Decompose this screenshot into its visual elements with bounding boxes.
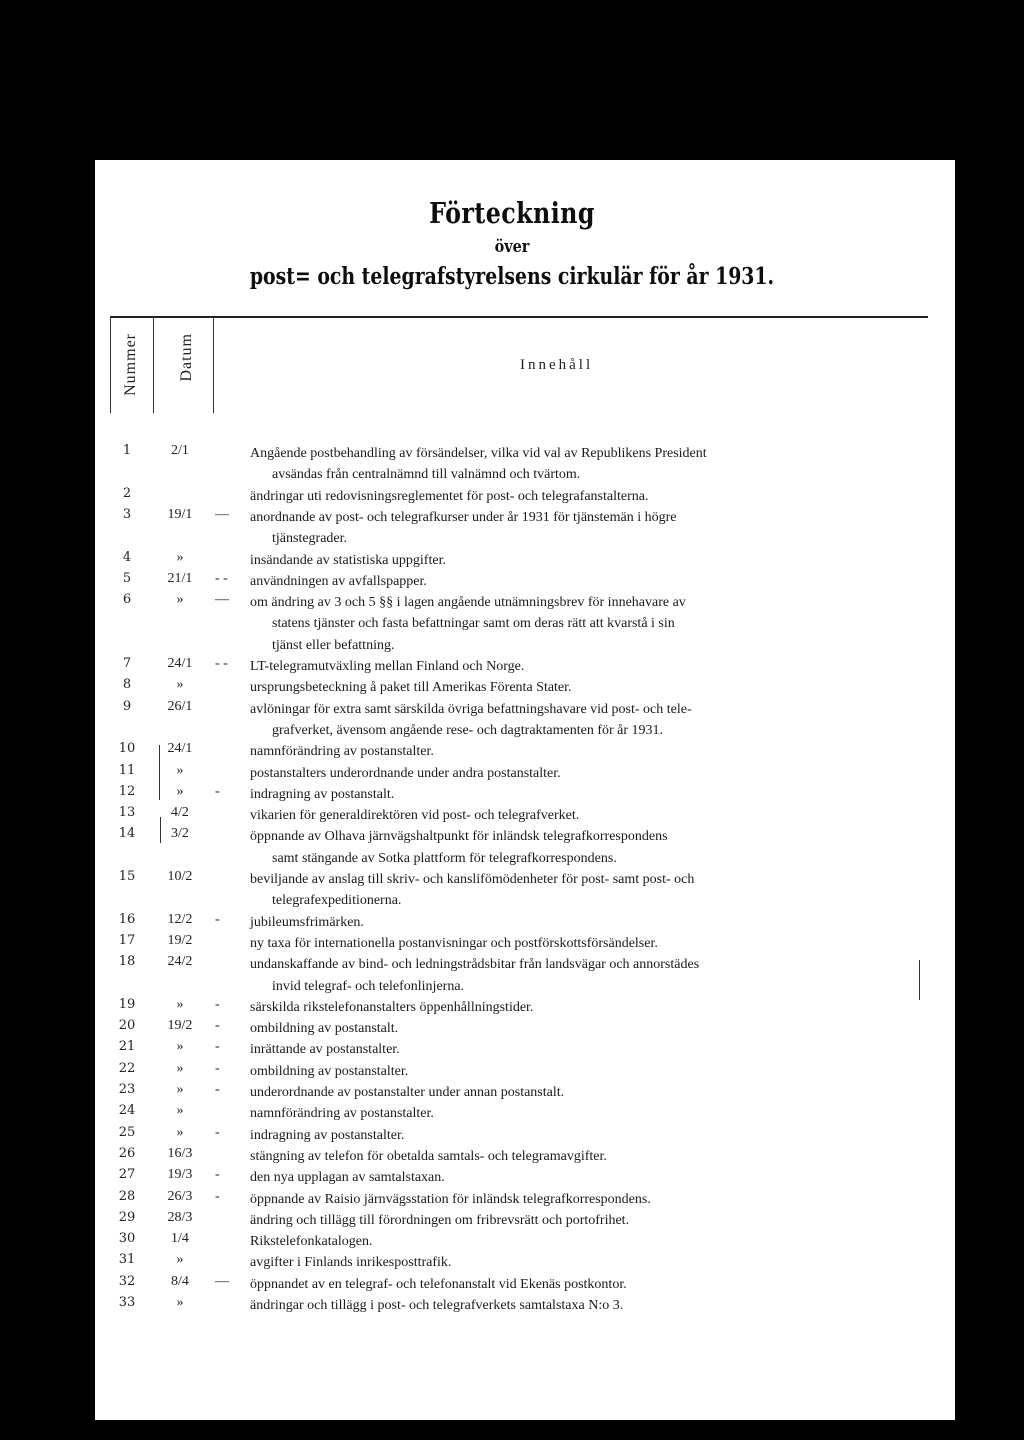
row-date: 3/2 [171,826,189,842]
row-text: samt stängande av Sotka plattform för telegrafkorrespondens. [272,850,617,866]
row-number: 32 [118,1273,136,1289]
row-date: 24/1 [167,741,193,757]
page-subtitle: över [494,237,530,257]
row-date: 26/3 [167,1188,193,1204]
row-date: 21/1 [167,570,193,586]
row-text: tjänst eller befattning. [272,637,395,653]
column-header-number: Nummer [122,333,139,396]
row-number: 24 [118,1103,136,1119]
row-number: 17 [118,932,136,948]
row-date: » [176,1252,184,1268]
row-dash: - [215,996,220,1012]
row-date: 24/1 [167,656,193,671]
row-dash: - [215,783,220,799]
row-text: grafverket, ävensom angående rese- och dagtraktamenten för år 1931. [272,722,664,738]
row-date: » [176,1295,184,1310]
table-left-border [110,318,111,413]
row-dash: - [215,911,220,927]
row-date: 26/1 [167,698,193,714]
row-text: namnförändring av postanstalter. [250,744,434,760]
row-text: avgifter i Finlands inrikesposttrafik. [250,1255,452,1271]
row-text: ursprungsbeteckning å paket till Amerikas Förenta Stater. [250,680,572,696]
row-number: 26 [118,1145,136,1161]
row-number: 23 [118,1082,136,1097]
row-text: inrättande av postanstalter. [250,1042,400,1058]
row-text: ombildning av postanstalter. [250,1063,409,1079]
row-number: 4 [122,549,132,565]
row-text: underordnande av postanstalter under annan postanstalt. [250,1085,565,1100]
column-header-content: Innehåll [520,357,594,373]
row-number: 16 [118,911,136,927]
row-number: 1 [122,443,132,458]
row-date: 10/2 [167,869,193,884]
row-text: undanskaffande av bind- och ledningstrådsbitar från landsvägar och annorstädes [250,957,700,973]
row-date: 19/2 [167,932,193,948]
row-date: » [176,592,184,608]
row-number: 14 [118,826,136,842]
row-dash: - - [215,656,228,671]
row-number: 18 [118,954,136,970]
row-number: 21 [118,1039,136,1055]
header-rule [110,316,928,318]
row-dash: - - [215,570,228,586]
row-number: 15 [118,869,136,884]
column-divider [153,318,154,413]
row-number: 9 [122,698,132,714]
row-number: 19 [118,996,136,1012]
row-text: indragning av postanstalter. [250,1127,405,1143]
row-number: 3 [122,506,132,522]
row-dash: - [215,1082,220,1097]
page-title: Förteckning [429,196,595,230]
row-text: statens tjänster och fasta befattningar samt om deras rätt att kvarstå i sin [272,616,675,632]
row-dash: - [215,1060,220,1076]
row-dash: - [215,1167,220,1183]
row-text: den nya upplagan av samtalstaxan. [250,1170,445,1186]
row-date: » [176,1082,184,1097]
row-text: namnförändring av postanstalter. [250,1106,434,1122]
row-text: tjänstegrader. [272,531,348,547]
row-date: » [176,762,184,778]
row-text: öppnande av Raisio järnvägsstation för inländsk telegrafkorrespondens. [250,1191,651,1207]
row-text: stängning av telefon för obetalda samtals- och telegramavgifter. [250,1148,607,1164]
row-text: avsändas från centralnämnd till valnämnd och tvärtom. [272,467,581,483]
row-date: » [176,1124,184,1140]
row-text: särskilda rikstelefonanstalters öppenhållningstider. [250,999,534,1015]
row-number: 25 [118,1124,136,1140]
row-text: postanstalters underordnande under andra postanstalter. [250,765,561,781]
row-number: 8 [122,677,132,693]
row-number: 30 [118,1231,136,1247]
row-text: vikarien för generaldirektören vid post- och telegrafverket. [250,808,580,824]
row-text: invid telegraf- och telefonlinjerna. [272,978,465,994]
row-text: öppnandet av en telegraf- och telefonanstalt vid Ekenäs postkontor. [250,1276,627,1292]
page-subject: post= och telegrafstyrelsens cirkulär för år 1931. [249,263,775,290]
row-dash: - [215,1039,220,1055]
row-text: beviljande av anslag till skriv- och kanslifömödenheter för post- samt post- och [250,872,695,887]
row-number: 12 [118,783,136,799]
column-divider [213,318,214,413]
row-text: LT-telegramutväxling mellan Finland och Norge. [250,659,525,674]
row-number: 2 [122,485,132,501]
row-text: ny taxa för internationella postanvisningar och postförskottsförsändelser. [250,935,658,951]
row-text: telegrafexpeditionerna. [272,893,402,909]
row-date: » [176,677,184,693]
row-number: 33 [118,1295,136,1310]
row-date: 19/1 [167,506,193,522]
row-dash: — [215,506,229,522]
row-date: 19/2 [167,1018,193,1034]
row-text: anordnande av post- och telegrafkurser under år 1931 för tjänstemän i högre [250,509,677,525]
row-text: ändring och tillägg till förordningen om fribrevsrätt och portofrihet. [250,1212,630,1228]
row-text: ändringar uti redovisningsreglementet för post- och telegrafanstalterna. [250,488,649,504]
row-date: » [176,996,184,1012]
row-date: 4/2 [171,805,189,821]
row-text: jubileumsfrimärken. [250,914,364,930]
row-text: ändringar och tillägg i post- och telegrafverkets samtalstaxa N:o 3. [250,1298,624,1313]
row-date: 24/2 [167,954,193,970]
row-number: 10 [118,741,136,757]
row-text: avlöningar för extra samt särskilda övriga befattningshavare vid post- och tele- [250,701,692,717]
row-date: 19/3 [167,1167,193,1183]
row-date: » [176,549,184,565]
row-date: 28/3 [167,1209,193,1225]
row-text: ombildning av postanstalt. [250,1021,399,1037]
row-number: 31 [118,1252,136,1268]
row-date: 1/4 [171,1231,189,1247]
row-text: öppnande av Olhava järnvägshaltpunkt för inländsk telegrafkorrespondens [250,829,668,845]
row-date: » [176,1039,184,1055]
row-date: » [176,783,184,799]
row-dash: — [215,1273,229,1289]
row-text: indragning av postanstalt. [250,786,395,802]
row-dash: - [215,1018,220,1034]
row-text: användningen av avfallspapper. [250,573,427,589]
row-date: 16/3 [167,1145,193,1161]
row-text: Angående postbehandling av försändelser, vilka vid val av Republikens President [250,446,707,461]
row-date: » [176,1103,184,1119]
row-text: om ändring av 3 och 5 §§ i lagen angående utnämningsbrev för innehavare av [250,595,686,611]
row-date: 8/4 [171,1273,189,1289]
column-header-date: Datum [178,333,195,382]
row-number: 13 [118,805,136,821]
row-number: 7 [122,656,132,671]
row-text: insändande av statistiska uppgifter. [250,552,446,568]
row-date: » [176,1060,184,1076]
row-dash: — [215,592,229,608]
row-text: Rikstelefonkatalogen. [250,1234,373,1250]
row-dash: - [215,1188,220,1204]
row-number: 29 [118,1209,136,1225]
row-number: 6 [122,592,132,608]
row-number: 5 [122,570,132,586]
row-number: 27 [118,1167,136,1183]
row-dash: - [215,1124,220,1140]
row-date: 2/1 [171,443,189,458]
row-date: 12/2 [167,911,193,927]
row-number: 20 [118,1018,136,1034]
row-number: 22 [118,1060,136,1076]
row-number: 28 [118,1188,136,1204]
row-number: 11 [118,762,136,778]
